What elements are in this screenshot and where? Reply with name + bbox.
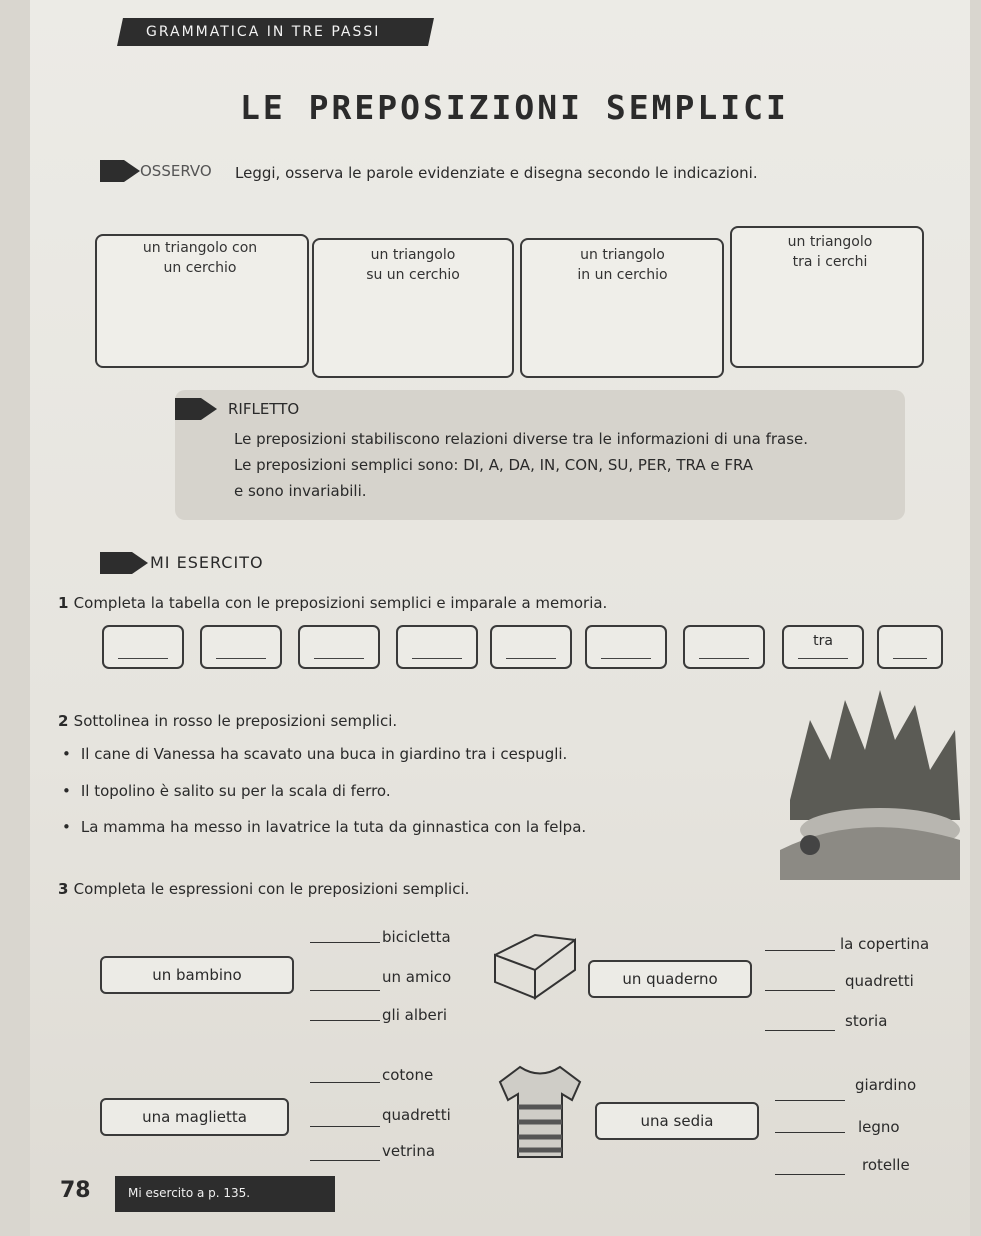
blank-quaderno-1[interactable] bbox=[765, 950, 835, 951]
page-title: LE PREPOSIZIONI SEMPLICI bbox=[240, 88, 789, 127]
prep-box-8[interactable]: tra bbox=[782, 625, 864, 669]
esercito-arrow-icon bbox=[132, 552, 148, 574]
sentence-2[interactable]: • Il topolino è salito su per la scala di ferro. bbox=[62, 782, 391, 800]
garden-illustration bbox=[770, 680, 960, 880]
prep-box-5[interactable] bbox=[490, 625, 572, 669]
blank-maglietta-3[interactable] bbox=[310, 1160, 380, 1161]
esercito-bar bbox=[100, 552, 132, 574]
blank-sedia-1[interactable] bbox=[775, 1100, 845, 1101]
prep-box-2[interactable] bbox=[200, 625, 282, 669]
item-maglietta-1: cotone bbox=[382, 1066, 434, 1084]
draw-label-3: un triangolo in un cerchio bbox=[577, 247, 668, 283]
page-number: 78 bbox=[60, 1178, 91, 1203]
blank-sedia-2[interactable] bbox=[775, 1132, 845, 1133]
blank-quaderno-3[interactable] bbox=[765, 1030, 835, 1031]
blank-quaderno-2[interactable] bbox=[765, 990, 835, 991]
rifletto-rule: Le preposizioni stabiliscono relazioni diverse tra le informazioni di una frase. Le preposizioni semplici sono: DI, A, DA, IN, CON, SU, PER, TRA e FRA e sono invariabili. bbox=[234, 430, 809, 500]
osservo-arrow-icon bbox=[124, 160, 140, 182]
blank-bambino-2[interactable] bbox=[310, 990, 380, 991]
blank-sedia-3[interactable] bbox=[775, 1174, 845, 1175]
item-sedia-1: giardino bbox=[855, 1076, 917, 1094]
item-sedia-3: rotelle bbox=[862, 1156, 910, 1174]
esercito-label: MI ESERCITO bbox=[150, 553, 264, 572]
subject-quaderno: un quaderno bbox=[588, 960, 752, 998]
section-banner: GRAMMATICA IN TRE PASSI bbox=[117, 18, 434, 46]
item-bambino-1: bicicletta bbox=[382, 928, 451, 946]
rifletto-arrow-icon bbox=[201, 398, 217, 420]
prep-box-7[interactable] bbox=[683, 625, 765, 669]
subject-bambino: un bambino bbox=[100, 956, 294, 994]
prep-box-9[interactable] bbox=[877, 625, 943, 669]
question-3: 3 Completa le espressioni con le preposizioni semplici. bbox=[58, 880, 470, 898]
item-maglietta-3: vetrina bbox=[382, 1142, 436, 1160]
blank-maglietta-2[interactable] bbox=[310, 1126, 380, 1127]
prep-box-1[interactable] bbox=[102, 625, 184, 669]
blank-bambino-1[interactable] bbox=[310, 942, 380, 943]
rifletto-bar bbox=[175, 398, 201, 420]
item-maglietta-2: quadretti bbox=[382, 1106, 451, 1124]
item-quaderno-1: la copertina bbox=[840, 935, 930, 953]
blank-maglietta-1[interactable] bbox=[310, 1082, 380, 1083]
rifletto-label: RIFLETTO bbox=[228, 400, 300, 418]
question-1: 1 Completa la tabella con le preposizioni semplici e imparale a memoria. bbox=[58, 594, 608, 612]
sentence-3[interactable]: • La mamma ha messo in lavatrice la tuta da ginnastica con la felpa. bbox=[62, 818, 586, 836]
footer-note: Mi esercito a p. 135. bbox=[128, 1186, 251, 1200]
item-quaderno-2: quadretti bbox=[845, 972, 914, 990]
item-bambino-2: un amico bbox=[382, 968, 452, 986]
item-sedia-2: legno bbox=[858, 1118, 900, 1136]
blank-bambino-3[interactable] bbox=[310, 1020, 380, 1021]
prep-box-6[interactable] bbox=[585, 625, 667, 669]
sentence-1[interactable]: • Il cane di Vanessa ha scavato una buca in giardino tra i cespugli. bbox=[62, 745, 567, 763]
draw-label-1: un triangolo con un cerchio bbox=[142, 240, 258, 276]
tshirt-icon bbox=[490, 1062, 590, 1162]
item-bambino-3: gli alberi bbox=[382, 1006, 448, 1024]
prep-box-4[interactable] bbox=[396, 625, 478, 669]
draw-label-2: un triangolo su un cerchio bbox=[366, 247, 460, 283]
osservo-bar bbox=[100, 160, 124, 182]
subject-maglietta: una maglietta bbox=[100, 1098, 289, 1136]
notebook-icon bbox=[490, 930, 580, 1000]
prep-box-3[interactable] bbox=[298, 625, 380, 669]
worksheet-page bbox=[30, 0, 970, 1236]
subject-sedia: una sedia bbox=[595, 1102, 759, 1140]
item-quaderno-3: storia bbox=[845, 1012, 888, 1030]
osservo-label: OSSERVO bbox=[140, 162, 212, 180]
question-2: 2 Sottolinea in rosso le preposizioni semplici. bbox=[58, 712, 398, 730]
osservo-instructions: Leggi, osserva le parole evidenziate e disegna secondo le indicazioni. bbox=[235, 164, 758, 182]
draw-label-4: un triangolo tra i cerchi bbox=[787, 234, 873, 270]
